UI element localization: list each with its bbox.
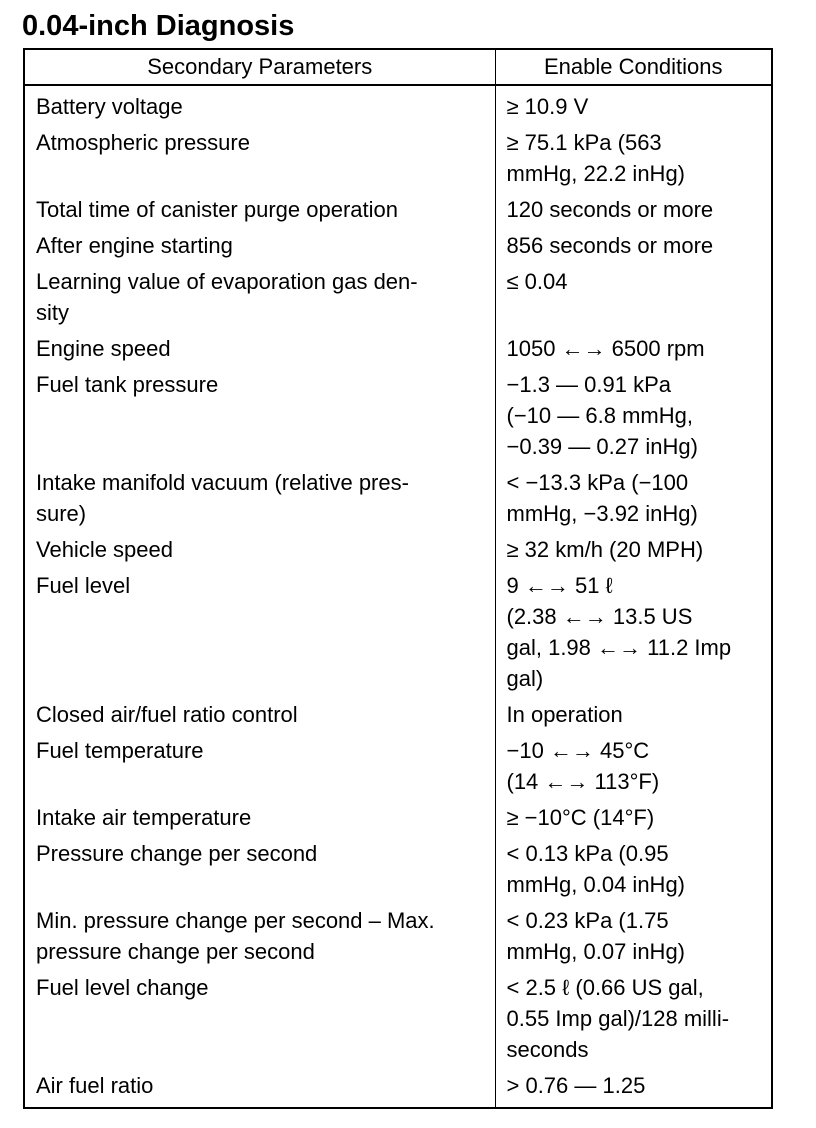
secondary-parameter-cell: Atmospheric pressure bbox=[24, 124, 495, 191]
table-row bbox=[24, 227, 772, 263]
table-row bbox=[24, 531, 772, 567]
enable-condition-cell: ≥ 75.1 kPa (563 mmHg, 22.2 inHg) bbox=[506, 130, 686, 186]
table-row bbox=[24, 85, 772, 124]
table-row bbox=[24, 902, 772, 969]
secondary-parameter-cell: Fuel level bbox=[24, 567, 495, 696]
enable-condition-cell: 120 seconds or more bbox=[506, 197, 714, 222]
secondary-parameter-cell: Battery voltage bbox=[24, 85, 495, 124]
table-row bbox=[24, 969, 772, 1067]
enable-condition-cell: 1050 ←→ 6500 rpm bbox=[506, 336, 705, 361]
secondary-parameter-cell: Fuel level change bbox=[24, 969, 495, 1067]
table-row bbox=[24, 124, 772, 191]
table-row bbox=[24, 799, 772, 835]
table-row bbox=[24, 191, 772, 227]
secondary-parameter-cell: Vehicle speed bbox=[24, 531, 495, 567]
secondary-parameter-cell: Learning value of evaporation gas den- sity bbox=[24, 263, 495, 330]
secondary-parameter-cell: Fuel tank pressure bbox=[24, 366, 495, 464]
table-row bbox=[24, 732, 772, 799]
table-row bbox=[24, 567, 772, 696]
table-row bbox=[24, 366, 772, 464]
enable-condition-cell: −10 ←→ 45°C (14 ←→ 113°F) bbox=[506, 738, 660, 794]
enable-condition-cell: ≤ 0.04 bbox=[506, 269, 568, 294]
secondary-parameter-cell: Engine speed bbox=[24, 330, 495, 366]
table-row bbox=[24, 1067, 772, 1108]
enable-condition-cell: In operation bbox=[506, 702, 623, 727]
table-header-row bbox=[24, 49, 772, 85]
enable-condition-cell: ≥ −10°C (14°F) bbox=[506, 805, 655, 830]
secondary-parameter-cell: Total time of canister purge operation bbox=[24, 191, 495, 227]
enable-condition-cell: < 2.5 ℓ (0.66 US gal, 0.55 Imp gal)/128 milli- seconds bbox=[506, 975, 730, 1062]
table-row bbox=[24, 263, 772, 330]
enable-condition-cell: −1.3 — 0.91 kPa (−10 — 6.8 mmHg, −0.39 — 0.27 inHg) bbox=[506, 372, 698, 459]
enable-condition-cell: > 0.76 — 1.25 bbox=[506, 1073, 646, 1098]
table-row bbox=[24, 696, 772, 732]
enable-condition-cell: 856 seconds or more bbox=[506, 233, 714, 258]
enable-condition-cell: ≥ 10.9 V bbox=[506, 94, 589, 119]
enable-condition-cell: < −13.3 kPa (−100 mmHg, −3.92 inHg) bbox=[506, 470, 698, 526]
secondary-parameter-cell: Fuel temperature bbox=[24, 732, 495, 799]
enable-condition-cell: ≥ 32 km/h (20 MPH) bbox=[506, 537, 704, 562]
header-enable-conditions: Enable Conditions bbox=[495, 49, 772, 85]
enable-condition-cell: < 0.23 kPa (1.75 mmHg, 0.07 inHg) bbox=[506, 908, 686, 964]
secondary-parameter-cell: Closed air/fuel ratio control bbox=[24, 696, 495, 732]
table-body bbox=[24, 85, 772, 1108]
header-secondary-parameters: Secondary Parameters bbox=[24, 49, 495, 85]
table-row bbox=[24, 464, 772, 531]
secondary-parameter-cell: After engine starting bbox=[24, 227, 495, 263]
table-row bbox=[24, 330, 772, 366]
secondary-parameter-cell: Pressure change per second bbox=[24, 835, 495, 902]
secondary-parameter-cell: Air fuel ratio bbox=[24, 1067, 495, 1108]
secondary-parameter-cell: Intake manifold vacuum (relative pres- sure) bbox=[24, 464, 495, 531]
page-title: 0.04-inch Diagnosis bbox=[22, 10, 295, 42]
secondary-parameter-cell: Intake air temperature bbox=[24, 799, 495, 835]
enable-condition-cell: < 0.13 kPa (0.95 mmHg, 0.04 inHg) bbox=[506, 841, 686, 897]
secondary-parameter-cell: Min. pressure change per second – Max. pressure change per second bbox=[24, 902, 495, 969]
enable-conditions-table bbox=[23, 48, 773, 1109]
table-row bbox=[24, 835, 772, 902]
enable-condition-cell: 9 ←→ 51 ℓ (2.38 ←→ 13.5 US gal, 1.98 ←→ 11.2 Imp gal) bbox=[506, 573, 732, 691]
